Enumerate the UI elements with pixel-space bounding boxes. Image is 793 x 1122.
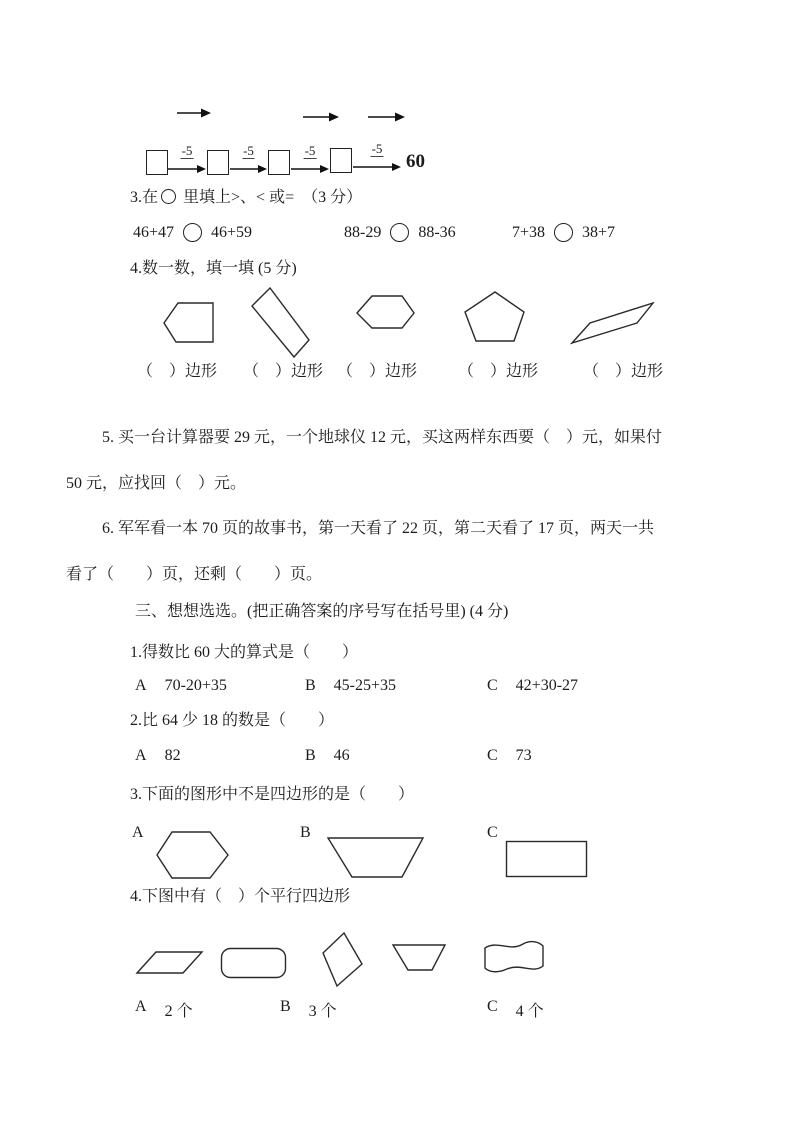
option-value: 42+30-27	[515, 677, 579, 694]
chain-step-label: -5	[181, 143, 193, 158]
option-value: 82	[164, 747, 181, 764]
q5-line1: 5. 买一台计算器要 29 元，一个地球仪 12 元，买这两样东西要（ ）元，如果付	[102, 429, 663, 446]
answer-circle	[183, 223, 202, 242]
s3-q4-option-b	[280, 998, 337, 1021]
s3-q1-option-c	[487, 677, 578, 695]
compare-pair	[133, 223, 252, 242]
arrow-right-icon	[177, 106, 211, 120]
s3-q1-option-a	[135, 677, 227, 695]
chain-blank-box	[268, 150, 290, 175]
q6-line2: 看了（ ）页，还剩（ ）页。	[66, 566, 323, 583]
q5-line2: 50 元，应找回（ ）元。	[66, 475, 247, 492]
chain-step	[229, 143, 268, 178]
option-value: 3 个	[308, 1003, 337, 1020]
arrow-right-icon	[352, 161, 402, 173]
compare-left: 88-29	[344, 223, 382, 241]
s3-q3-option-a-key: A	[132, 824, 144, 841]
arrow-right-icon	[290, 163, 330, 175]
compare-pair	[512, 223, 615, 242]
trapezoid-shape	[391, 943, 448, 973]
hexagon-shape	[155, 830, 230, 880]
s3-q1-text: 1.得数比 60 大的算式是（ ）	[130, 644, 359, 661]
s3-q2-option-c	[487, 747, 532, 765]
arrow-right-icon	[229, 163, 268, 175]
answer-circle	[554, 223, 573, 242]
sides-blank-label: （ ）边形	[458, 363, 539, 380]
s3-q4-option-c	[487, 998, 544, 1021]
compare-right: 46+59	[211, 223, 253, 241]
answer-circle	[390, 223, 409, 242]
option-value: 73	[515, 747, 532, 764]
chain-step	[167, 143, 207, 178]
sides-blank-label: （ ）边形	[137, 363, 218, 380]
s3-q1-option-b	[305, 677, 396, 695]
arrow-right-icon	[368, 110, 405, 124]
compare-left: 7+38	[512, 223, 546, 241]
q3-title-suffix: 里填上>、< 或= （3 分）	[179, 189, 363, 206]
parallelogram-shape	[570, 302, 655, 345]
s3-q3-option-b-key: B	[300, 824, 311, 841]
option-value: 2 个	[164, 1003, 193, 1020]
chain-blank-box	[330, 148, 352, 173]
option-key: C	[487, 747, 498, 764]
rotated-rectangle-shape	[248, 287, 310, 359]
parallelogram-shape	[135, 950, 205, 975]
chain-step	[352, 141, 402, 176]
chain-step-label: -5	[243, 143, 254, 158]
option-value: 70-20+35	[164, 677, 227, 694]
compare-left: 46+47	[133, 223, 175, 241]
s3-q2-option-a	[135, 747, 181, 765]
option-key: A	[135, 677, 147, 694]
compare-right: 38+7	[582, 223, 616, 241]
chain-step-label: -5	[371, 141, 383, 156]
option-key: A	[135, 998, 147, 1015]
s3-q2-text: 2.比 64 少 18 的数是（ ）	[130, 712, 335, 729]
rotated-quadrilateral-shape	[321, 931, 364, 988]
chain-blank-box	[207, 150, 229, 175]
arrow-right-icon	[303, 110, 339, 124]
q3-compare-title	[130, 188, 362, 208]
option-key: C	[487, 998, 498, 1015]
sides-blank-label: （ ）边形	[243, 363, 324, 380]
q4-count-title: 4.数一数，填一填 (5 分)	[130, 260, 297, 277]
s3-q3-text: 3.下面的图形中不是四边形的是（ ）	[130, 786, 415, 803]
option-key: C	[487, 677, 498, 694]
compare-right: 88-36	[418, 223, 456, 241]
compare-pair	[344, 223, 456, 242]
s3-q4-option-a	[135, 998, 193, 1021]
q3-title-prefix: 3.在	[130, 189, 159, 206]
irregular-pentagon-shape	[163, 302, 215, 344]
chain-result: 60	[406, 151, 425, 172]
section3-title: 三、想想选选。(把正确答案的序号写在括号里) (4 分)	[135, 603, 509, 620]
chain-blank-box	[146, 150, 168, 175]
chain-step-label: -5	[304, 143, 316, 158]
rounded-rectangle-shape	[220, 947, 287, 979]
s3-q2-option-b	[305, 747, 350, 765]
option-key: A	[135, 747, 147, 764]
circle-icon	[161, 189, 176, 204]
arrow-right-icon	[167, 163, 207, 175]
hexagon-shape	[356, 295, 416, 330]
s3-q3-option-c-key: C	[487, 824, 498, 841]
option-value: 4 个	[515, 1003, 544, 1020]
option-value: 45-25+35	[333, 677, 397, 694]
trapezoid-shape	[326, 836, 426, 879]
pentagon-shape	[464, 291, 526, 343]
option-key: B	[305, 677, 316, 694]
option-key: B	[305, 747, 316, 764]
s3-q4-text: 4.下图中有（ ）个平行四边形	[130, 888, 351, 905]
waving-flag-shape	[483, 938, 545, 976]
chain-step	[290, 143, 330, 178]
sides-blank-label: （ ）边形	[583, 363, 664, 380]
q6-line1: 6. 军军看一本 70 页的故事书，第一天看了 22 页，第二天看了 17 页，两天一共	[102, 520, 655, 537]
option-value: 46	[333, 747, 350, 764]
sides-blank-label: （ ）边形	[337, 363, 418, 380]
option-key: B	[280, 998, 291, 1015]
rectangle-shape	[505, 840, 588, 878]
